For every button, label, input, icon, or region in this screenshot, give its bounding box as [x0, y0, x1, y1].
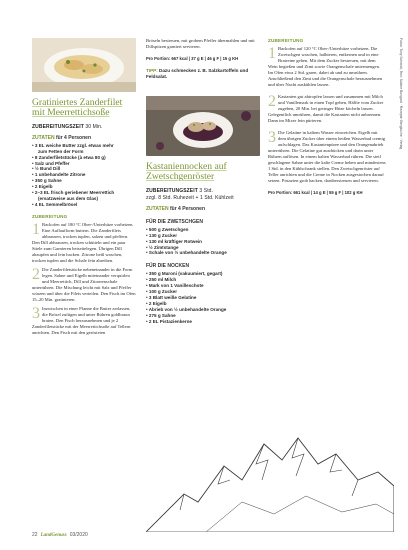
- prep-time: ZUBEREITUNGSZEIT 3 Std.: [146, 187, 214, 194]
- zander-photo: [32, 38, 136, 92]
- prep-step-continued: Bröseln bestreuen, mit grobem Pfeffer übermahlen und mit Dillspitzen garniert servieren.: [146, 38, 255, 49]
- prep-step: 2 Kastanien gut abtropfen lassen und zusammen mit Milch und Vanillemark in einen Topf geben. Hälfte vom Zucker zugeben, 20 Min. bei geringer Hitze köcheln lassen. Gelegentlich umrühren, damit die Kastanien nicht anbrennen. Dann im Mixer fein pürieren.: [268, 93, 384, 123]
- nutrition-info: Pro Portion: 661 kcal | 14 g E | 55 g F | 102 g KH: [268, 190, 363, 195]
- ingredient: zum Fetten der Form: [38, 148, 84, 154]
- ingredient-list: [146, 227, 260, 257]
- prep-heading: ZUBEREITUNG: [268, 38, 304, 43]
- recipe-zander-column: [32, 38, 136, 336]
- magazine-brand: LandGenuss: [40, 533, 67, 538]
- prep-time: ZUBEREITUNGSZEIT 30 Min.: [32, 123, 103, 130]
- ingredient-group-heading: FÜR DIE ZWETSCHGEN: [146, 218, 203, 225]
- ingredient: • 2 Eigelb: [32, 184, 53, 190]
- ingredient: • 130 ml kräftiger Rotwein: [146, 238, 202, 244]
- issue-number: 03/2020: [69, 532, 88, 538]
- ingredient: • 1 unbehandelte Zitrone: [32, 172, 86, 178]
- ingredient: • ½ Bund Dill: [32, 166, 61, 172]
- page-footer: [32, 532, 88, 538]
- ingredient: • ½ Zimtstange: [146, 244, 179, 250]
- ingredient: • Mark von 1 Vanilleschote: [146, 283, 204, 289]
- ingredient: • 250 ml Milch: [146, 277, 177, 283]
- ingredient: • 350 g Maroni (vakuumiert, gegart): [146, 271, 223, 277]
- servings-line: ZUTATEN für 4 Personen: [32, 134, 91, 141]
- photo-credit: Fotos: Tony Schmidt, Text: Sabine Bungard · Rezepte: Bergküche · Verlag: [399, 38, 403, 150]
- ingredient: • 4 EL Semmelbrösel: [32, 201, 78, 207]
- ingredient-group-heading: FÜR DIE NOCKEN: [146, 263, 190, 270]
- page-number: 22: [32, 532, 38, 538]
- ingredient: • Abrieb von ½ unbehandelte Orange: [146, 306, 227, 312]
- prep-step: 3 Inzwischen in einer Pfanne die Butter zerlassen, die Brösel zufügen und unter Rühren goldbraun braten. Den Fisch herausnehmen und je 2 Zanderfiletstücke mit der Meerrettichsoße auf Tellern anrichten. Den Fisch mit den gerösteten: [32, 304, 131, 335]
- ingredient: • 2 EL Pistazienkerne: [146, 318, 192, 324]
- prep-step: 1 Backofen auf 180 °C Ober-/Unterhitze vorheizen. Eine Auflaufform buttern. Die Zanderfilets abbrausen, trocken tupfen, salzen und pfeffern. Den Dill abbrausen, trocken schütteln und ein paar Stiele zum Garnieren beiseitelegen. Übrigen Dill abzupfen und fein hacken. Zitrone heiß waschen, trocken tupfen und die Schale fein abreiben.: [32, 220, 134, 263]
- prep-step: 1 Backofen auf 120 °C Ober-/Unterhitze vorheizen. Die Zwetschgen waschen, halbieren, entkernen und in eine Bratreine geben. Mit dem Zucker bestreuen, mit dem Wein begießen und Zimt sowie Orangenschale untermengen. Im Ofen etwa 2 Std. garen, dabei ab und zu umrühren. Anschließend den Zimt und die Orangenschale herausnehmen und über Nacht auskühlen lassen.: [268, 45, 383, 87]
- ingredient: • 3 Blatt weiße Gelatine: [146, 294, 197, 300]
- ingredient: • 130 g Zucker: [146, 232, 177, 238]
- ingredient: • 350 g Sahne: [32, 178, 62, 184]
- ingredient: (ersatzweise aus dem Glas): [38, 195, 99, 201]
- recipe-title: Gratiniertes Zanderfilet mit Meerrettichsoße: [32, 97, 123, 119]
- ingredient: • 2–3 EL frisch geriebener Meerrettich: [32, 190, 115, 196]
- prep-step: 2 Die Zanderfiletstücke nebeneinander in die Form legen. Sahne und Eigelb miteinander verquirlen und Meerrettich, Dill und Zitronenschale unterrühren. Die Mischung leicht mit Salz und Pfeffer würzen und über die Filets verteilen. Den Fisch im Ofen 15–20 Min. gratinieren.: [32, 265, 136, 302]
- preparation-column: [268, 38, 386, 195]
- ingredient: • 2 Eigelb: [146, 300, 167, 306]
- tip: TIPP: Dazu schmecken z. B. Salzkartoffeln und Feldsalat.: [146, 68, 249, 79]
- rest-time: zzgl. 8 Std. Ruhezeit + 1 Std. Kühlzeit: [146, 194, 234, 201]
- ingredient-list: [32, 143, 136, 208]
- ingredient: • 3 EL weiche Butter zzgl. etwas mehr: [32, 142, 114, 148]
- recipe-kastanien-column: [146, 38, 260, 325]
- recipe-title: Kastaniennocken auf Zwetschgenröster: [146, 161, 227, 183]
- ingredient: • 8 Zanderfiletstücke (à etwa 80 g): [32, 154, 106, 160]
- ingredient: • Salz und Pfeffer: [32, 160, 70, 166]
- ingredient: • 100 g Zucker: [146, 289, 177, 295]
- nutrition-info: Pro Portion: 667 kcal | 37 g E | 46 g F | 15 g KH: [146, 56, 239, 61]
- mountain-illustration: [146, 414, 394, 532]
- ingredient-list: [146, 271, 260, 324]
- prep-step: 3 Die Gelatine in kaltem Wasser einweichen. Eigelb mit dem übrigen Zucker über einem heißen Wasserbad cremig aufschlagen. Das Kastanienpüree und den Orangenabrieb unterrühren. Die Gelatine gut ausdrücken und darin unter Rühren auflösen. In einem kalten Wasserbad rühren. Die steif geschlagene Sahne unter die kalte Creme heben und mindestens 1 Std. in den Kühlschrank stellen. Den Zwetschgenröster auf Teller anrichten und die Creme in Nocken ausgestochen darauf setzen. Pistazien grob hacken, darüberstreuen und servieren.: [268, 129, 386, 183]
- ingredient: • 500 g Zwetschgen: [146, 226, 189, 232]
- kastanien-photo: [146, 96, 260, 156]
- ingredient: • 275 g Sahne: [146, 312, 176, 318]
- prep-heading: ZUBEREITUNG: [32, 213, 68, 219]
- servings-line: ZUTATEN für 4 Personen: [146, 205, 205, 212]
- ingredient: • Schale von ½ unbehandelte Orange: [146, 250, 227, 256]
